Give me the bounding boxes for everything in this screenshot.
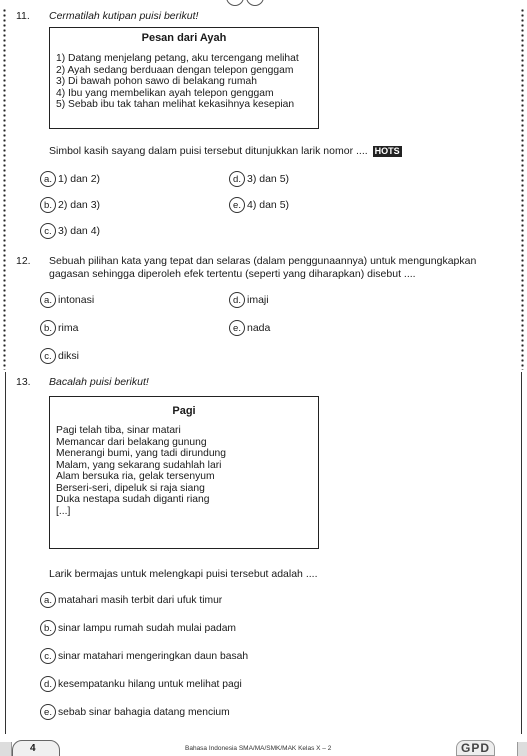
option-c[interactable] [40, 648, 248, 664]
poem-line: Pagi telah tiba, sinar matari [56, 425, 181, 436]
option-text: sinar matahari mengeringkan daun basah [58, 650, 249, 662]
poem-line: Malam, yang sekarang sudahlah lari [56, 459, 222, 471]
page-footer [0, 738, 527, 756]
option-key: c. [40, 223, 56, 239]
option-text: kesempatanku hilang untuk melihat pagi [58, 678, 242, 690]
option-d[interactable] [40, 676, 242, 692]
poem-title: Pesan dari Ayah [141, 32, 227, 44]
option-text: rima [58, 322, 79, 334]
option-key: e. [229, 320, 245, 336]
poem-box-pagi [49, 396, 319, 549]
poem-box-pesan-dari-ayah [49, 27, 319, 129]
option-key: d. [40, 676, 56, 692]
option-key: b. [40, 320, 56, 336]
option-a[interactable] [40, 592, 222, 608]
option-key: b. [40, 620, 56, 636]
option-e[interactable] [229, 320, 270, 336]
option-b[interactable] [40, 620, 236, 636]
poem-title: Pagi [172, 405, 196, 417]
option-text: nada [247, 322, 271, 334]
poem-line: 2) Ayah sedang berduaan dengan telepon genggam [56, 64, 294, 76]
question-stem: Larik bermajas untuk melengkapi puisi tersebut adalah .... [49, 568, 318, 580]
question-text: Sebuah pilihan kata yang tepat dan selaras (dalam penggunaannya) untuk mengungkapkan gagasan sehingga diperoleh efek tertentu (seperti yang diharapkan) disebut .... [49, 255, 477, 280]
footer-right-tab [517, 742, 527, 756]
option-key: e. [229, 197, 245, 213]
option-key: c. [40, 348, 56, 364]
question-number: 13. [16, 376, 31, 388]
hots-badge: HOTS [374, 146, 400, 156]
poem-line: Alam bersuka ria, gelak tersenyum [56, 471, 215, 482]
book-title: Bahasa Indonesia SMA/MA/SMK/MAK Kelas X – 2 [185, 745, 332, 752]
option-key: c. [40, 648, 56, 664]
poem-line: 5) Sebab ibu tak tahan melihat kekasihnya kesepian [56, 99, 295, 110]
option-a[interactable] [40, 292, 94, 308]
footer-left-tab [0, 742, 12, 756]
option-text: intonasi [58, 294, 95, 306]
poem-line: [...] [56, 505, 71, 517]
poem-line: 3) Di bawah pohon sawo di belakang rumah [56, 76, 257, 87]
poem-line: Duka nestapa sudah diganti riang [56, 494, 210, 505]
option-d[interactable] [229, 292, 269, 308]
option-e[interactable] [229, 197, 289, 213]
option-b[interactable] [40, 197, 100, 213]
option-e[interactable] [40, 704, 230, 720]
option-key: e. [40, 704, 56, 720]
option-text: matahari masih terbit dari ufuk timur [58, 594, 223, 606]
option-b[interactable] [40, 320, 78, 336]
question-stem [49, 145, 402, 158]
option-c[interactable] [40, 223, 100, 239]
question-number: 12. [16, 255, 31, 267]
question-instruction: Cermatilah kutipan puisi berikut! [49, 10, 199, 22]
left-solid-border [5, 372, 6, 734]
option-key: b. [40, 197, 56, 213]
option-text: 1) dan 2) [58, 173, 101, 185]
page-number: 4 [30, 743, 36, 754]
option-text: sebab sinar bahagia datang mencium [58, 706, 230, 718]
option-text: diksi [58, 350, 80, 362]
option-text: 3) dan 5) [247, 173, 290, 185]
option-text: 2) dan 3) [58, 199, 101, 211]
option-d[interactable] [229, 171, 289, 187]
poem-line: Berseri-seri, dipeluk si raja siang [56, 482, 205, 494]
option-key: a. [40, 171, 56, 187]
option-c[interactable] [40, 348, 79, 364]
left-dotted-border [3, 8, 6, 370]
option-text: 3) dan 4) [58, 225, 101, 237]
page-number-tab [12, 740, 60, 756]
option-key: d. [229, 292, 245, 308]
right-dotted-border [521, 8, 524, 370]
stem-text: Simbol kasih sayang dalam puisi tersebut ditunjukkan larik nomor .... [49, 145, 368, 157]
poem-line: 1) Datang menjelang petang, aku tercengang melihat [56, 53, 299, 64]
right-solid-border [521, 372, 522, 734]
option-text: 4) dan 5) [247, 199, 290, 211]
option-key: d. [229, 171, 245, 187]
poem-line: Menerangi bumi, yang tadi dirundung [56, 448, 227, 459]
option-a[interactable] [40, 171, 100, 187]
question-instruction: Bacalah puisi berikut! [49, 376, 149, 388]
option-text: sinar lampu rumah sudah mulai padam [58, 622, 236, 634]
option-key: a. [40, 292, 56, 308]
option-text: imaji [247, 294, 269, 306]
option-key: a. [40, 592, 56, 608]
poem-line: 4) Ibu yang membelikan ayah telepon genggam [56, 87, 274, 99]
question-number: 11. [16, 10, 30, 22]
publisher-logo: GPD [456, 740, 495, 756]
poem-line: Memancar dari belakang gunung [56, 436, 207, 448]
top-decoration [226, 0, 270, 4]
